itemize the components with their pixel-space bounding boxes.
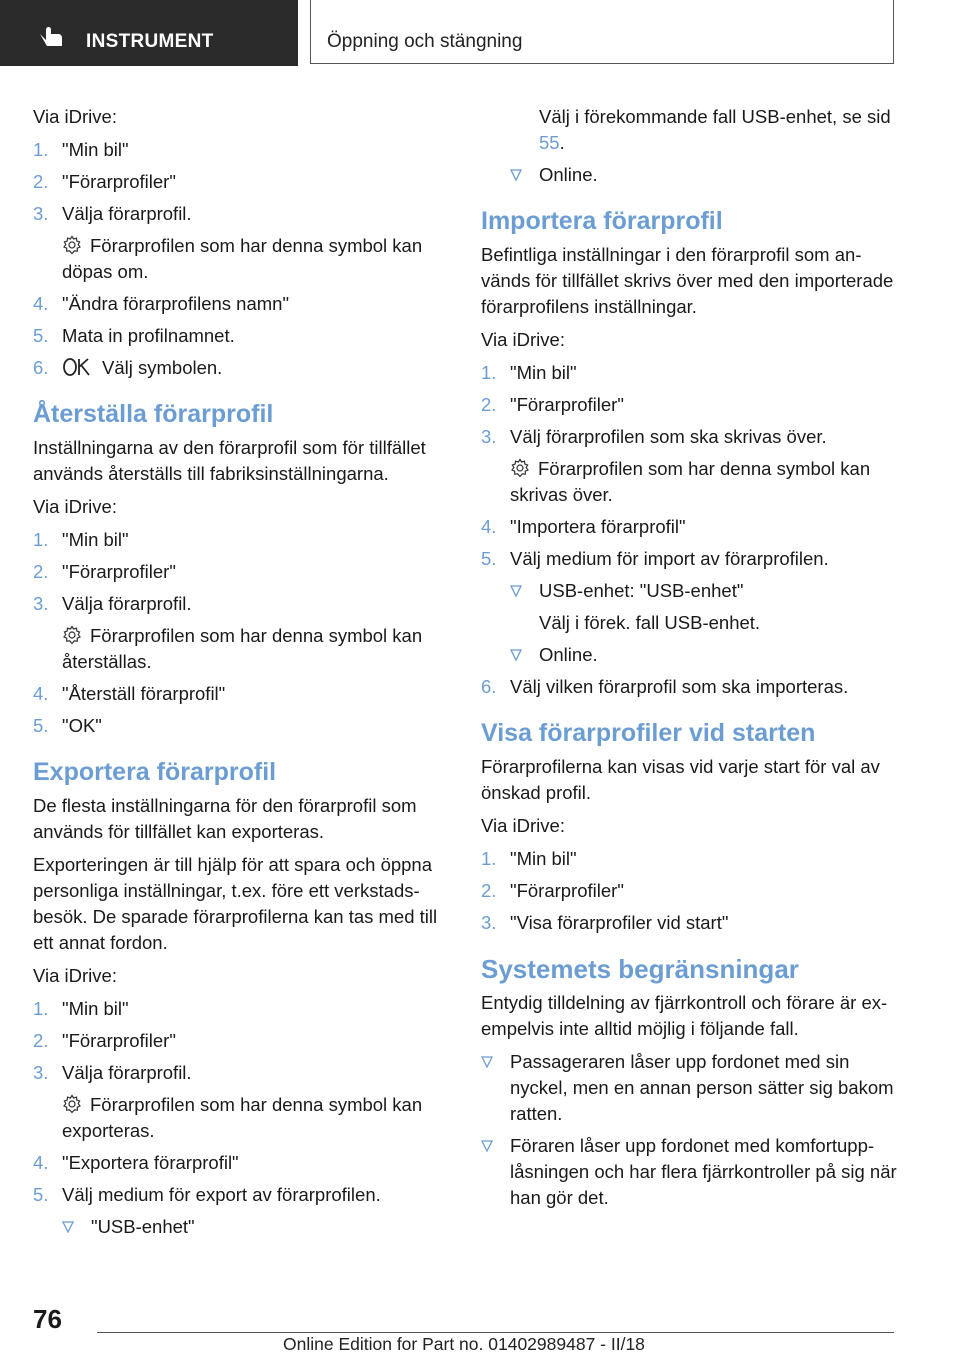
chapter-title: Öppning och stängning: [327, 31, 523, 52]
triangle-bullet-icon: [481, 1056, 493, 1068]
bullet-item: [481, 1049, 901, 1127]
edition-text: Online Edition for Part no. 01402989487 - II/18: [283, 1334, 645, 1354]
step-text: Välja förarprofil.: [62, 203, 192, 224]
step-number: 2.: [33, 1030, 49, 1051]
step-text: Välja förarprofil.: [62, 1062, 192, 1083]
step-number: 1.: [33, 998, 49, 1019]
step-number: 3.: [33, 203, 49, 224]
list-item: [33, 591, 448, 617]
step-text: "Importera förarprofil": [510, 516, 686, 537]
list-item: [33, 527, 448, 553]
list-item: [481, 674, 901, 700]
bullet-text: USB-enhet: "USB-enhet": [539, 580, 744, 601]
list-item: [481, 360, 901, 386]
step-text: "Ändra förarprofilens namn": [62, 293, 290, 314]
step-number: 2.: [33, 561, 49, 582]
right-column: [481, 104, 901, 1217]
continuation-text: [481, 104, 901, 156]
hand-pointer-icon: [36, 22, 66, 48]
list-item: [481, 878, 901, 904]
step-text: Välja förarprofil.: [62, 593, 192, 614]
step-text: "Förarprofiler": [62, 561, 176, 582]
step-number: 1.: [33, 529, 49, 550]
step-number: 5.: [33, 715, 49, 736]
step-number: 5.: [481, 548, 497, 569]
list-item: [481, 514, 901, 540]
step-text: "Återställ förarprofil": [62, 683, 226, 704]
step-text: "Förarprofiler": [62, 171, 176, 192]
triangle-bullet-icon: [510, 585, 522, 597]
list-item: [33, 1028, 448, 1054]
step-text: Välj medium för import av förarprofilen.: [510, 548, 829, 569]
step-number: 4.: [33, 1152, 49, 1173]
step-number: 2.: [33, 171, 49, 192]
bullet-item: [481, 162, 901, 188]
note-text: Förarprofilen som har denna symbol kan exporteras.: [62, 1094, 423, 1141]
step-text: "Förarprofiler": [510, 394, 624, 415]
section-heading: Exportera förarprofil: [33, 758, 277, 786]
symbol-note: [33, 233, 448, 285]
list-item: [481, 910, 901, 936]
step-number: 4.: [33, 683, 49, 704]
list-item: [481, 846, 901, 872]
list-item: [481, 424, 901, 450]
paragraph: Via iDrive:: [481, 815, 565, 836]
list-item: [33, 1150, 448, 1176]
list-item: [33, 1060, 448, 1086]
page-number: 76: [33, 1304, 62, 1334]
step-text: "Min bil": [62, 139, 129, 160]
section-heading: Återställa förarprofil: [33, 400, 274, 428]
section-label: INSTRUMENT: [86, 31, 214, 52]
step-text: Välj vilken förarprofil som ska importeras.: [510, 676, 849, 697]
step-number: 5.: [33, 1184, 49, 1205]
bullet-text: Online.: [539, 644, 598, 665]
step-number: 3.: [33, 593, 49, 614]
list-item: [481, 392, 901, 418]
note-text: Förarprofilen som har denna symbol kan skrivas över.: [510, 458, 871, 505]
bullet-item: [481, 578, 901, 604]
step-text: Välj medium för export av förarprofilen.: [62, 1184, 381, 1205]
note-text: Förarprofilen som har denna symbol kan döpas om.: [62, 235, 423, 282]
step-number: 5.: [33, 325, 49, 346]
paragraph: Via iDrive:: [33, 496, 117, 517]
bullet-text: Online.: [539, 164, 598, 185]
left-column: [33, 104, 448, 1246]
step-number: 3.: [481, 426, 497, 447]
symbol-note: [33, 623, 448, 675]
list-item: [33, 713, 448, 739]
section-heading: Visa förarprofiler vid starten: [481, 719, 816, 747]
step-text: "Min bil": [62, 998, 129, 1019]
step-text: "OK": [62, 715, 102, 736]
step-number: 3.: [33, 1062, 49, 1083]
paragraph: Via iDrive:: [33, 106, 117, 127]
step-text: Välj symbolen.: [102, 357, 223, 378]
list-item: [33, 323, 448, 349]
triangle-bullet-icon: [62, 1221, 74, 1233]
symbol-note: [481, 456, 901, 508]
paragraph: Inställningarna av den förarprofil som för tillfället används återställs till fabriksinställningarna.: [33, 437, 426, 484]
paragraph: Via iDrive:: [33, 965, 117, 986]
symbol-note: [33, 1092, 448, 1144]
bullet-text: Passageraren låser upp fordonet med sin nyckel, men en annan person sätter sig bakom ratten.: [510, 1051, 894, 1124]
list-item: [33, 996, 448, 1022]
continuation-end: .: [559, 132, 565, 153]
list-item: [33, 681, 448, 707]
list-item: [33, 169, 448, 195]
step-text: "Min bil": [62, 529, 129, 550]
list-item: [33, 137, 448, 163]
step-text: "Förarprofiler": [510, 880, 624, 901]
list-item: [33, 1182, 448, 1208]
step-text: "Exportera förarprofil": [62, 1152, 239, 1173]
gear-icon: [62, 235, 82, 255]
step-text: Mata in profilnamnet.: [62, 325, 235, 346]
step-text: "Visa förarprofiler vid start": [510, 912, 729, 933]
gear-icon: [510, 458, 530, 478]
triangle-bullet-icon: [510, 649, 522, 661]
step-number: 6.: [481, 676, 497, 697]
step-text: Välj förarprofilen som ska skrivas över.: [510, 426, 827, 447]
paragraph: Entydig tilldelning av fjärrkontroll och förare är exempelvis inte alltid möjlig i följande fall.: [481, 992, 888, 1039]
step-text: "Min bil": [510, 848, 577, 869]
page-footer: [0, 1290, 960, 1362]
gear-icon: [62, 625, 82, 645]
step-number: 1.: [33, 139, 49, 160]
paragraph: Förarprofilerna kan visas vid varje start för val av önskad profil.: [481, 756, 880, 803]
bullet-text: "USB-enhet": [91, 1216, 195, 1237]
continuation-body: Välj i förekommande fall USB-enhet, se sid: [539, 106, 891, 127]
triangle-bullet-icon: [481, 1140, 493, 1152]
bullet-item: [481, 642, 901, 668]
paragraph: De flesta inställningarna för den förarprofil som används för tillfället kan exporteras.: [33, 795, 417, 842]
step-text: "Min bil": [510, 362, 577, 383]
bullet-item: [481, 1133, 901, 1211]
step-number: 3.: [481, 912, 497, 933]
note-text: Förarprofilen som har denna symbol kan återställas.: [62, 625, 423, 672]
page-link[interactable]: 55: [539, 132, 560, 153]
step-number: 1.: [481, 848, 497, 869]
section-heading: Systemets begränsningar: [481, 954, 799, 984]
step-number: 6.: [33, 357, 49, 378]
page-header: [0, 0, 960, 66]
section-heading: Importera förarprofil: [481, 207, 723, 235]
list-item: [33, 201, 448, 227]
step-number: 1.: [481, 362, 497, 383]
list-item: [33, 291, 448, 317]
paragraph: Via iDrive:: [481, 329, 565, 350]
triangle-bullet-icon: [510, 169, 522, 181]
chapter-tab[interactable]: [310, 0, 894, 64]
gear-icon: [62, 1094, 82, 1114]
ok-symbol-icon: [62, 357, 92, 377]
paragraph: Befintliga inställningar i den förarprofil som används för tillfället skrivs över med den importerade förarprofilens inställningar.: [481, 244, 894, 317]
section-tab[interactable]: [0, 0, 298, 66]
step-number: 4.: [481, 516, 497, 537]
list-item: [33, 355, 448, 381]
bullet-text: Föraren låser upp fordonet med komfortupplåsningen och har flera fjärrkontroller på sig när han gör det.: [510, 1135, 897, 1208]
step-number: 2.: [481, 394, 497, 415]
step-number: 2.: [481, 880, 497, 901]
step-text: "Förarprofiler": [62, 1030, 176, 1051]
paragraph: Exporteringen är till hjälp för att spara och öppna personliga inställningar, t.ex. före ett verkstadsbesök. De sparade förarprofilerna kan tas med till ett annat fordon.: [33, 854, 438, 953]
list-item: [481, 546, 901, 572]
list-item: [33, 559, 448, 585]
bullet-subtext: Välj i förek. fall USB-enhet.: [539, 612, 761, 633]
bullet-item: [33, 1214, 448, 1240]
step-number: 4.: [33, 293, 49, 314]
footer-divider: [97, 1332, 894, 1333]
